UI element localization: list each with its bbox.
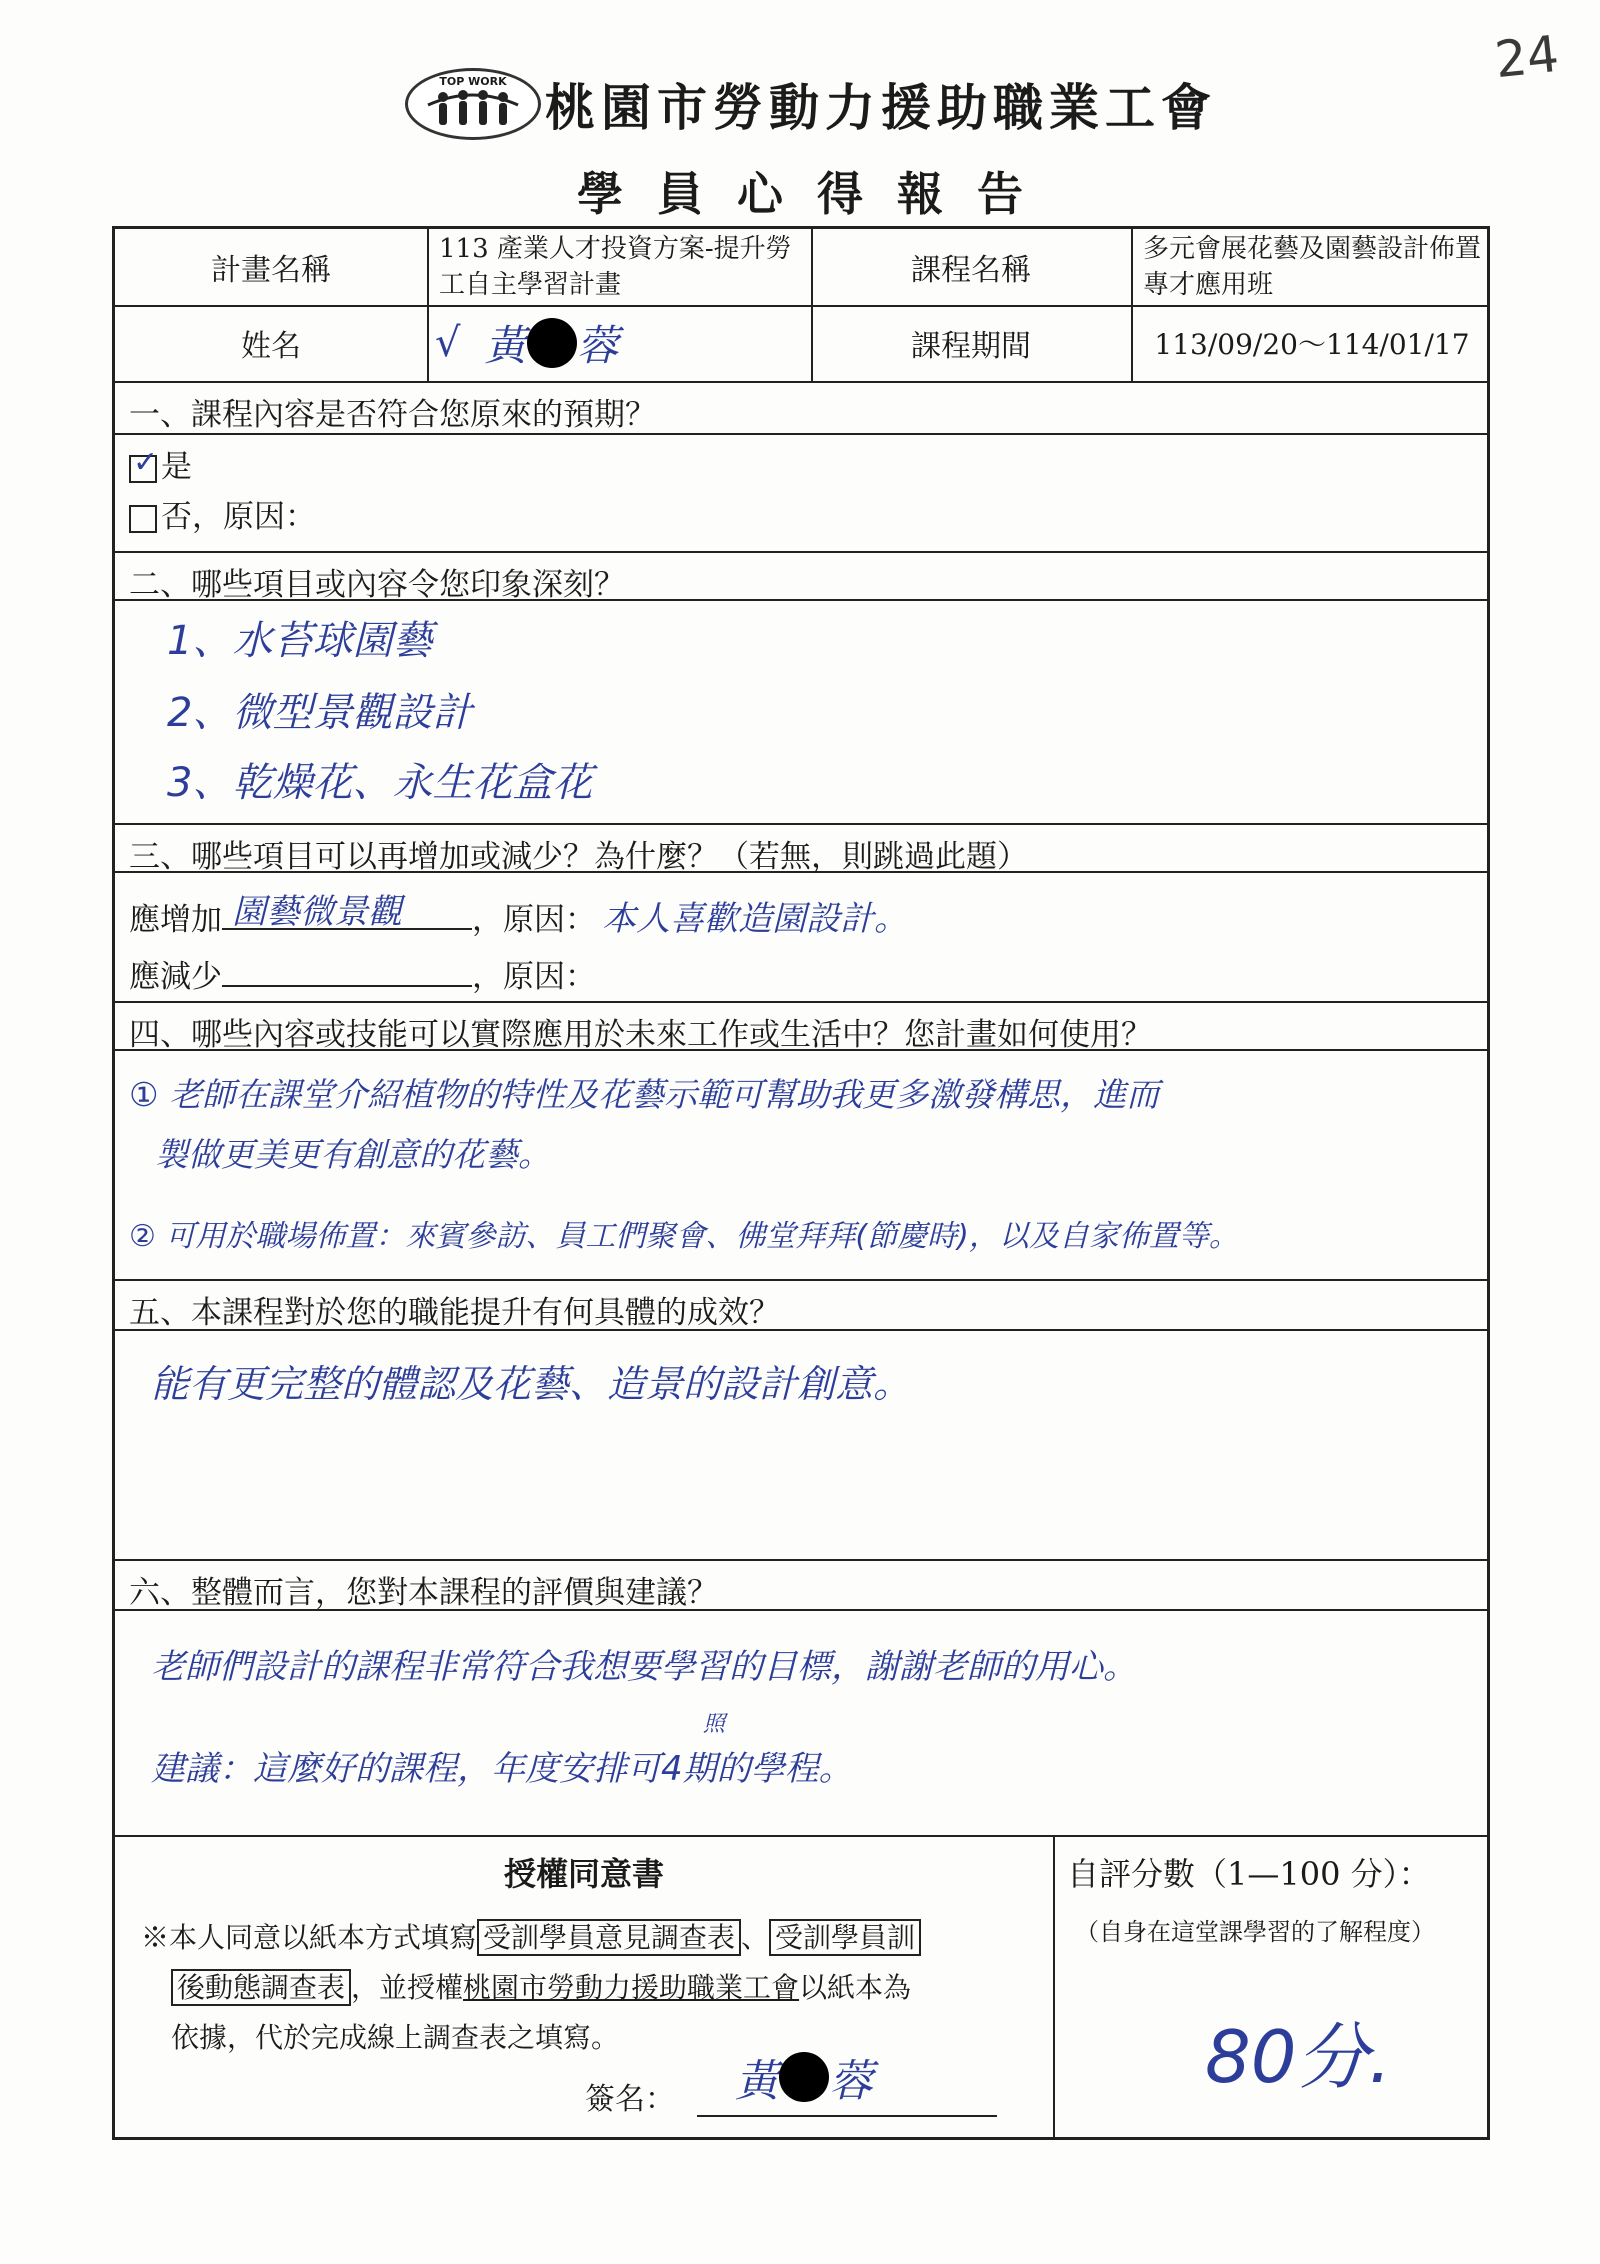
consent-text-d: 以紙本為 xyxy=(799,1971,912,2004)
period-label: 課程期間 xyxy=(911,329,1031,364)
plan-label: 計畫名稱 xyxy=(211,253,331,288)
yes-label: 是 xyxy=(161,449,192,485)
consent-text-e: 依據，代於完成線上調查表之填寫。 xyxy=(171,2021,620,2054)
no-label: 否，原因： xyxy=(161,499,316,535)
q6-answer-2: 建議：這麼好的課程，年度安排可4期的學程。 xyxy=(151,1749,853,1789)
name-label: 姓名 xyxy=(241,329,301,364)
q5-question: 五、本課程對於您的職能提升有何具體的成效？ xyxy=(129,1295,780,1331)
q2-answer-1: 1、水苔球園藝 xyxy=(167,618,433,664)
q6-question: 六、整體而言，您對本課程的評價與建議？ xyxy=(129,1575,718,1611)
q3-add-row xyxy=(129,891,908,940)
add-reason: 本人喜歡造園設計。 xyxy=(602,899,908,939)
q1-no-option[interactable] xyxy=(129,491,316,536)
consent-title: 授權同意書 xyxy=(503,1855,664,1893)
reduce-value-line xyxy=(222,949,472,987)
sign-last: 蓉 xyxy=(829,2056,873,2107)
q2-answer-3: 3、乾燥花、永生花盒花 xyxy=(167,760,593,806)
name-value xyxy=(435,305,805,381)
signature xyxy=(735,2039,873,2115)
name-first: 黃 xyxy=(484,321,527,370)
score-value: 80分. xyxy=(1205,2015,1392,2099)
form-header xyxy=(0,60,1600,150)
q4-answer-2: ② 可用於職場佈置：來賓參訪、員工們聚會、佛堂拜拜(節慶時)，以及自家佈置等。 xyxy=(129,1219,1239,1254)
q2-question: 二、哪些項目或內容令您印象深刻？ xyxy=(129,567,625,603)
survey-1: 受訓學員意見調查表 xyxy=(477,1919,741,1956)
reduce-label: 應減少 xyxy=(129,959,222,995)
check-mark-icon: ✓ xyxy=(133,444,159,480)
course-value: 多元會展花藝及園藝設計佈置專才應用班 xyxy=(1143,234,1482,300)
q6-answer-1: 老師們設計的課程非常符合我想要學習的目標，謝謝老師的用心。 xyxy=(151,1647,1137,1687)
page-number: 24 xyxy=(1492,24,1562,90)
consent-text-c: ，並授權 xyxy=(351,1971,464,2004)
q4-question: 四、哪些內容或技能可以實際應用於未來工作或生活中？您計畫如何使用？ xyxy=(129,1017,1152,1053)
q1-yes-option[interactable] xyxy=(129,441,192,486)
logo-text: TOP WORK xyxy=(439,75,507,88)
course-label: 課程名稱 xyxy=(911,253,1031,288)
score-title: 自評分數（1—100 分）： xyxy=(1067,1855,1431,1893)
people-icon xyxy=(408,71,538,137)
q5-answer: 能有更完整的體認及花藝、造景的設計創意。 xyxy=(151,1362,912,1406)
signature-redaction-mark xyxy=(779,2052,829,2102)
no-checkbox[interactable] xyxy=(129,505,157,533)
reduce-reason-label: ，原因： xyxy=(472,959,596,995)
q2-answer-2: 2、微型景觀設計 xyxy=(167,690,473,736)
consent-text-a: ※本人同意以紙本方式填寫 xyxy=(141,1921,478,1954)
q3-question: 三、哪些項目可以再增加或減少？為什麼？（若無，則跳過此題） xyxy=(129,839,1028,875)
survey-2a: 受訓學員訓 xyxy=(769,1919,921,1956)
consent-text xyxy=(141,1913,1041,2063)
consent-org: 桃園市勞動力援助職業工會 xyxy=(463,1971,800,2004)
q6-answer-2-insert: 照 xyxy=(703,1712,726,1737)
report-form xyxy=(112,226,1490,2140)
add-label: 應增加 xyxy=(129,902,222,938)
add-reason-label: ，原因： xyxy=(472,902,596,938)
score-subtitle: （自身在這堂課學習的了解程度） xyxy=(1075,1917,1435,1946)
add-value: 園藝微景觀 xyxy=(232,892,402,932)
name-check: √ xyxy=(435,320,461,366)
q4-answer-1-line-2: 製做更美更有創意的花藝。 xyxy=(155,1135,551,1174)
q1-question: 一、課程內容是否符合您原來的預期？ xyxy=(129,397,656,433)
q4-answer-1-line-1: ① 老師在課堂介紹植物的特性及花藝示範可幫助我更多激發構思，進而 xyxy=(129,1075,1160,1114)
signature-line xyxy=(697,2115,997,2117)
sign-first: 黃 xyxy=(735,2056,779,2107)
add-value-line xyxy=(222,892,472,930)
sign-label: 簽名： xyxy=(585,2082,675,2117)
q3-reduce-row xyxy=(129,949,596,996)
form-title: 學員心得報告 xyxy=(577,167,1057,221)
union-logo xyxy=(405,68,541,140)
org-name: 桃園市勞動力援助職業工會 xyxy=(545,78,1217,137)
name-last: 蓉 xyxy=(576,321,619,370)
yes-checkbox[interactable] xyxy=(129,444,159,483)
redaction-mark xyxy=(527,318,577,368)
survey-2b: 後動態調查表 xyxy=(171,1969,351,2006)
plan-value: 113 產業人才投資方案-提升勞工自主學習計畫 xyxy=(439,234,792,300)
period-value: 113/09/20～114/01/17 xyxy=(1154,328,1470,361)
consent-text-b: 、 xyxy=(741,1921,770,1954)
